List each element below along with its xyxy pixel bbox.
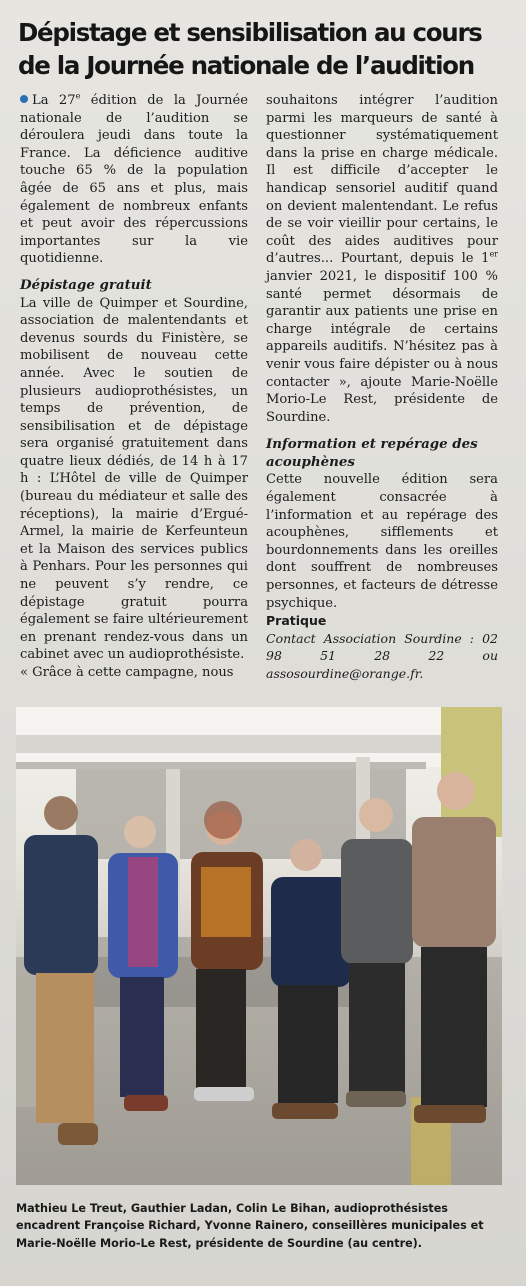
contact-info: Contact Association Sourdine : 02 98 51 28 22 ou assosourdine@orange.fr. [266,630,498,681]
person-6 [412,772,496,1123]
group-photo-illustration [16,707,502,1185]
quote-start: « Grâce à cette campagne, nous [20,665,234,680]
quote-paragraph: souhaitons intégrer l’audition parmi les marqueurs de santé à questionner systématiquement dans la prise en charge médicale. Il est difficile d’accepter le handicap sensoriel auditif quand on devient malentendant. Le refus de se voir vieillir pour certains, le coût des aides auditives pour d’autres... Pourtant, depuis le 1er janvier 2021, le dispositif 100 % santé permet désormais de garantir aux patients une prise en charge intégrale de certains appareils auditifs. N’hésitez pas à venir vous faire dépister ou à nous contacter », ajoute Marie-Noëlle Morio-Le Rest, présidente de Sourdine. [266,93,498,425]
person-5 [341,798,413,1107]
body-paragraph: La ville de Quimper et Sourdine, association de malentendants et devenus sourds du Finistère, se mobilisent de nouveau cette année. Avec le soutien de plusieurs audioprothésistes, un temps de prévention, de sensibilisation et de dépistage sera organisé gratuitement dans quatre lieux dédiés, de 14 h à 17 h : L’Hôtel de ville de Quimper (bureau du médiateur et salle des réceptions), la mairie d’Ergué-Armel, la mairie de Kerfeunteun et la Maison des services publics à Penhars. Pour les personnes qui ne peuvent s’y rendre, ce dépistage gratuit pourra également se faire ultérieurement en prenant rendez-vous dans un cabinet avec un audioprothésiste. [20,295,248,663]
subheading-depistage: Dépistage gratuit [20,276,152,293]
group-photo [16,707,502,1185]
subheading-acouphenes: Information et repérage des acouphènes [266,436,478,470]
article-column-left [20,92,248,682]
photo-caption: Mathieu Le Treut, Gauthier Ladan, Colin Le Bihan, audioprothésistes encadrent Françoise Richard, Yvonne Rainero, conseillères municipales et Marie-Noëlle Morio-Le Rest, présidente de Sourdine (au centre). [16,1202,484,1250]
bullet-dot-icon [20,95,28,103]
intro-paragraph: La 27e édition de la Journée nationale de l’audition se déroulera jeudi dans toute la France. La déficience auditive touche 65 % de la population âgée de 65 ans et plus, mais également de nombreux enfants et peut avoir des répercussions importantes sur la vie quotidienne. [20,91,248,267]
pratique-heading: Pratique [266,613,327,629]
article-headline: Dépistage et sensibilisation au cours de la Journée nationale de l’audition [18,18,482,80]
article-column-right [266,92,498,683]
body-paragraph: Cette nouvelle édition sera également consacrée à l’information et au repérage des acouphènes, sifflements et bourdonnements dans les oreilles dont souffrent de nombreuses personnes, et facteurs de détresse psychique. [266,472,498,611]
